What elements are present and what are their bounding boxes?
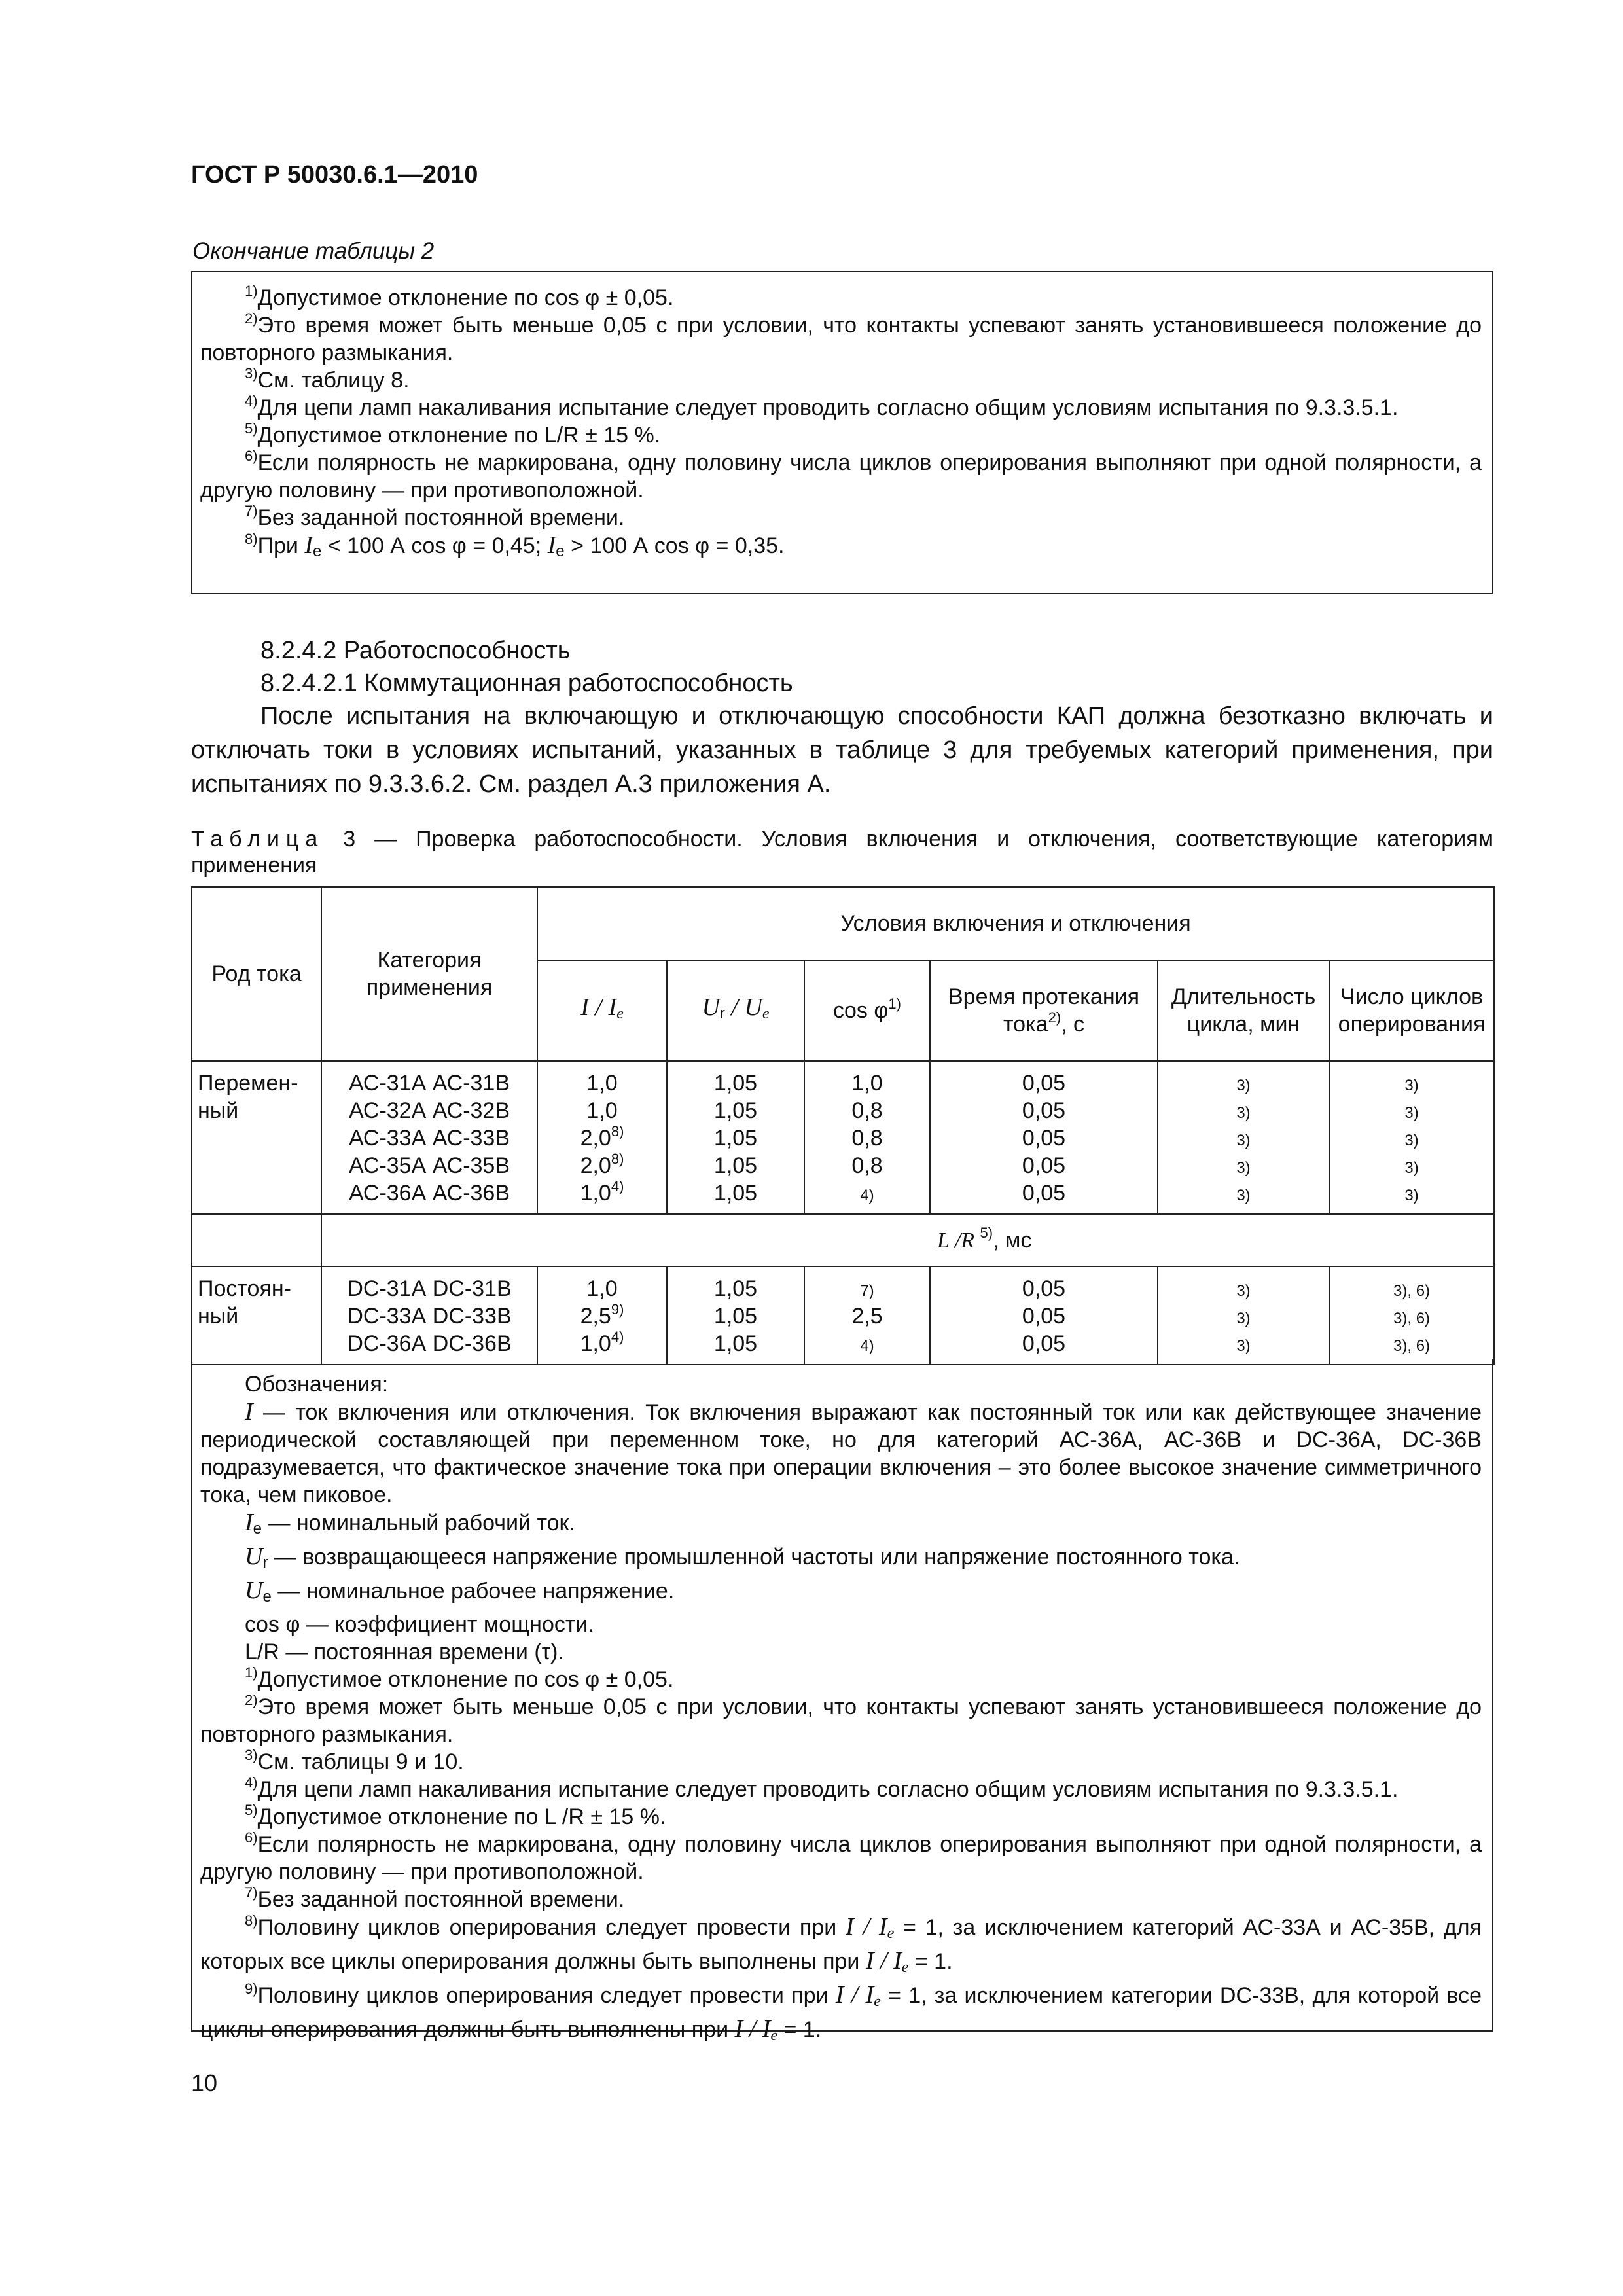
table-cell: 1,05	[713, 1304, 758, 1329]
header-cos-phi: $\cos \varphi^{1)}$	[804, 960, 930, 1061]
note-line: $^{8)}$Половину циклов оперирования следует провести при $I / I_e = 1$, за исключением категорий АС-33А и АС-35В, для которых все циклы оперирования должны быть выполнены при $I / I_e = 1$.	[200, 1912, 1482, 1976]
note-line: L/R — постоянная времени (τ).	[245, 1640, 564, 1664]
table-cell: 1,0$^{4)}$	[580, 1177, 624, 1206]
table-cell: 0,8	[851, 1126, 883, 1151]
footnote: $^{3)}$См. таблицу 8.	[245, 365, 410, 393]
note-line: $^{6)}$Если полярность не маркирована, одну половину числа циклов оперирования выполняют при одной полярности, а другую половину — при противоположной.	[200, 1829, 1482, 1884]
ac-group-row	[192, 1061, 1494, 1214]
page-number: 10	[191, 2070, 218, 2096]
column-cos	[804, 1061, 930, 1214]
column-u	[667, 1061, 804, 1214]
table-cell: 1,05	[713, 1181, 758, 1206]
table-cell: 3)	[1236, 1077, 1251, 1094]
footnote-list	[200, 284, 1482, 565]
note-line: Обозначения:	[245, 1372, 389, 1397]
table-cell: DC-36А DC-36В	[347, 1331, 512, 1356]
table-cell: 3), 6)	[1393, 1337, 1431, 1355]
column-time	[930, 1266, 1158, 1365]
section-heading-8-2-4-2: 8.2.4.2 Работоспособность	[260, 637, 571, 664]
note-line: cos φ — коэффициент мощности.	[245, 1612, 594, 1637]
table-cell: 1,0	[586, 1098, 618, 1123]
table-cell: АС-32А АС-32В	[348, 1098, 510, 1123]
table-cell: 0,05	[1022, 1181, 1066, 1206]
table-cell: DC-31А DC-31В	[347, 1276, 512, 1301]
note-line: $^{4)}$Для цепи ламп накаливания испытание следует проводить согласно общим условиям испытания по 9.3.3.5.1.	[245, 1774, 1399, 1802]
header-operations: Число циклов оперирования	[1329, 960, 1494, 1061]
table-cell: 0,05	[1022, 1126, 1066, 1151]
column-ops	[1329, 1061, 1494, 1214]
table-cell: 3)	[1404, 1187, 1419, 1204]
table-cell: 7)	[860, 1282, 874, 1300]
table-cell: 0,8	[851, 1153, 883, 1178]
table-cell: 1,05	[713, 1153, 758, 1178]
header-time: Время протекания тока$^{2)}$, с	[930, 960, 1158, 1061]
table-cell: 2,5$^{9)}$	[580, 1300, 624, 1329]
note-line: $^{3)}$См. таблицы 9 и 10.	[245, 1746, 464, 1774]
body-paragraph: После испытания на включающую и отключающую способности КАП должна безотказно включать и отключать токи в условиях испытаний, указанных в таблице 3 для требуемых категорий применения, при испытаниях по 9.3.3.6.2. См. раздел А.3 приложения А.	[191, 702, 1493, 798]
column-cat	[321, 1061, 537, 1214]
current-type-cell: Перемен-ный	[192, 1061, 321, 1214]
previous-table-footnotes	[191, 271, 1493, 594]
header-conditions: Условия включения и отключения	[537, 887, 1494, 960]
column-ops	[1329, 1266, 1494, 1365]
note-line: $I_e$ — номинальный рабочий ток.	[245, 1509, 575, 1537]
footnote: $^{2)}$Это время может быть меньше 0,05 с при условии, что контакты успевают занять установившееся положение до повторного размыкания.	[200, 310, 1482, 365]
table-cell: 1,05	[713, 1276, 758, 1301]
table-cell: 1,05	[713, 1126, 758, 1151]
table-cell: АС-31А АС-31В	[348, 1071, 510, 1096]
column-time	[930, 1061, 1158, 1214]
table-cell: 3)	[1236, 1132, 1251, 1149]
table-cell: 4)	[860, 1337, 874, 1355]
table-cell: DC-33А DC-33В	[347, 1304, 512, 1329]
table-cell: АС-36А АС-36В	[348, 1181, 510, 1206]
table-cell: 0,05	[1022, 1098, 1066, 1123]
section-heading-8-2-4-2-1: 8.2.4.2.1 Коммутационная работоспособность	[260, 670, 793, 697]
footnote: $^{8)}$При $I_e < 100$ А cos φ = 0,45; $I_e > 100$ А cos φ = 0,35.	[245, 530, 785, 560]
table-cell: 3)	[1236, 1187, 1251, 1204]
table-cell: 3)	[1404, 1077, 1419, 1094]
footnote: $^{5)}$Допустимое отклонение по L/R ± 15 %.	[245, 420, 661, 448]
table-cell: 2,5	[851, 1304, 883, 1329]
column-i	[537, 1061, 667, 1214]
header-i-ie: I / $I_e$	[537, 960, 667, 1061]
column-lr	[804, 1266, 930, 1365]
current-type-cell: Постоян-ный	[192, 1266, 321, 1365]
table-cell: 0,05	[1022, 1153, 1066, 1178]
header-ur-ue: $U_r / U_e$	[667, 960, 804, 1061]
notes-list	[200, 1371, 1482, 2049]
lr-header: L /R $^{5)}$, мс	[321, 1214, 1494, 1266]
caption-text: 3 — Проверка работоспособности. Условия включения и отключения, соответствующие категориям применения	[191, 827, 1493, 878]
caption-label: Таблица	[191, 827, 325, 852]
note-line: I — ток включения или отключения. Ток включения выражают как постоянный ток или как действующее значение периодической составляющей при переменном токе, но для категорий АС-36А, АС-36В и DC-36А, DC-36В подразумевается, что фактическое значение тока при операции включения – это более высокое значение симметричного тока, чем пиковое.	[200, 1398, 1482, 1507]
table-cell: 0,05	[1022, 1071, 1066, 1096]
column-dur	[1158, 1061, 1329, 1214]
note-line: $U_e$ — номинальное рабочее напряжение.	[245, 1577, 675, 1605]
header-current-type: Род тока	[192, 887, 321, 1061]
column-i	[537, 1266, 667, 1365]
table-cell: 3)	[1404, 1159, 1419, 1177]
table-cell: 3)	[1236, 1310, 1251, 1327]
column-u	[667, 1266, 804, 1365]
table-cell: 1,05	[713, 1098, 758, 1123]
table-cell: 1,05	[713, 1071, 758, 1096]
table-cell: 2,0$^{8)}$	[580, 1122, 624, 1151]
table-cell: 1,0	[586, 1276, 618, 1301]
dc-group-row	[192, 1266, 1494, 1365]
table-cell: 1,0$^{4)}$	[580, 1328, 624, 1356]
footnote: $^{7)}$Без заданной постоянной времени.	[245, 502, 625, 530]
table-cell: 3), 6)	[1393, 1310, 1431, 1327]
table-cell: АС-35А АС-35В	[348, 1153, 510, 1178]
column-dur	[1158, 1266, 1329, 1365]
table-cell: 3), 6)	[1393, 1282, 1431, 1300]
table-cell: АС-33А АС-33В	[348, 1126, 510, 1151]
table-cell: 3)	[1236, 1337, 1251, 1355]
header-cycle-duration: Длительность цикла, мин	[1158, 960, 1329, 1061]
table-cell: 1,05	[713, 1331, 758, 1356]
table-cell: 3)	[1404, 1132, 1419, 1149]
note-line: $^{7)}$Без заданной постоянной времени.	[245, 1884, 625, 1912]
note-line: $^{9)}$Половину циклов оперирования следует провести при $I / I_e = 1$, за исключением категории DC-33B, для которой все циклы оперирования должны быть выполнены при $I / I_e = 1$.	[200, 1980, 1482, 2044]
footnote: $^{6)}$Если полярность не маркирована, одну половину числа циклов оперирования выполняют при одной полярности, а другую половину — при противоположной.	[200, 447, 1482, 503]
note-line: $^{5)}$Допустимое отклонение по L /R ± 15 %.	[245, 1801, 666, 1829]
table-cell: 3)	[1236, 1159, 1251, 1177]
table-cell: 1,0	[851, 1071, 883, 1096]
note-line: $^{2)}$Это время может быть меньше 0,05 с при условии, что контакты успевают занять установившееся положение до повторного размыкания.	[200, 1691, 1482, 1747]
table-cell: 3)	[1236, 1282, 1251, 1300]
document-title: ГОСТ Р 50030.6.1—2010	[191, 161, 478, 188]
footnote: $^{4)}$Для цепи ламп накаливания испытание следует проводить согласно общим условиям испытания по 9.3.3.5.1.	[245, 392, 1399, 420]
table-cell: 0,8	[851, 1098, 883, 1123]
table-3-notes	[191, 1359, 1493, 2044]
footnote: $^{1)}$Допустимое отклонение по cos φ ± 0,05.	[245, 282, 674, 310]
table-3	[191, 886, 1495, 1365]
header-category: Категория применения	[321, 887, 537, 1061]
note-line: $^{1)}$Допустимое отклонение по cos φ ± 0,05.	[245, 1664, 674, 1692]
table-cell: 3)	[1236, 1104, 1251, 1122]
table-cell: 1,0	[586, 1071, 618, 1096]
table-cell: 4)	[860, 1187, 874, 1204]
table-cell: 2,0$^{8)}$	[580, 1150, 624, 1178]
table-cell: 0,05	[1022, 1331, 1066, 1356]
table-cell: 0,05	[1022, 1304, 1066, 1329]
table-cell: 0,05	[1022, 1276, 1066, 1301]
table-3-caption	[191, 826, 1493, 878]
column-cat	[321, 1266, 537, 1365]
note-line: $U_r$ — возвращающееся напряжение промышленной частоты или напряжение постоянного тока.	[245, 1543, 1240, 1571]
table-continuation-title: Окончание таблицы 2	[192, 238, 435, 264]
table-cell: 3)	[1404, 1104, 1419, 1122]
